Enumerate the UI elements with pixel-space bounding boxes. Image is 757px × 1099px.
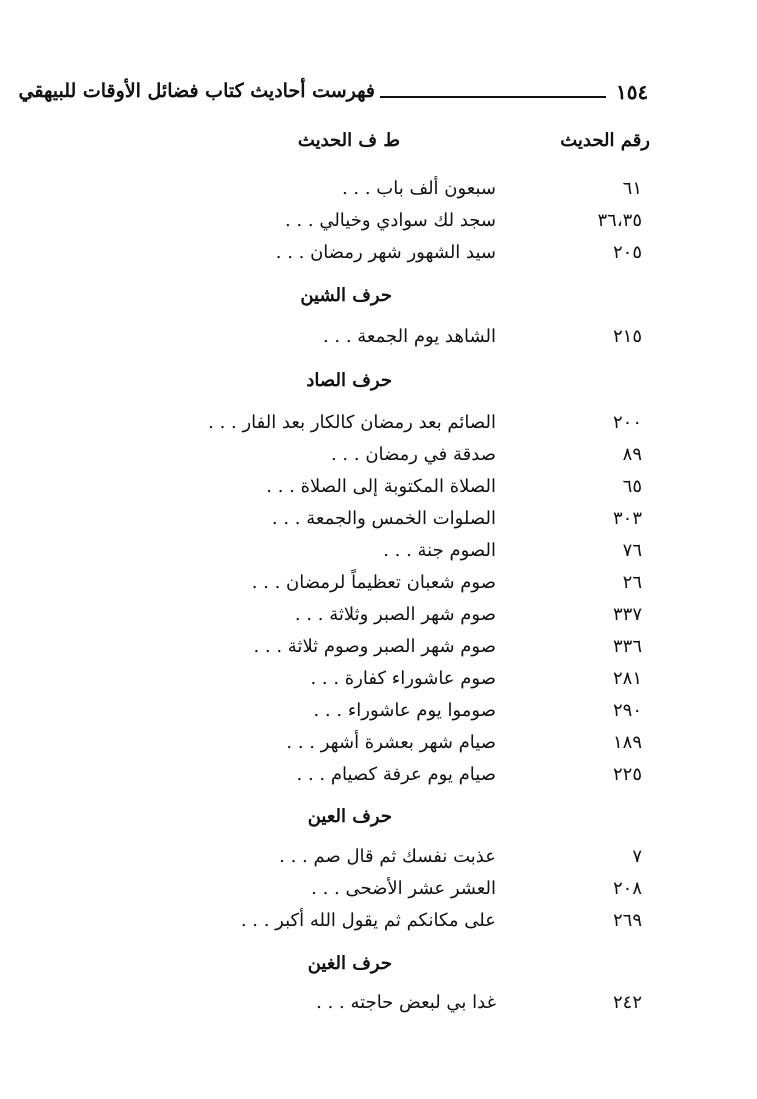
hadith-number: ٢٦ [622, 572, 642, 593]
hadith-incipit: صيام شهر بعشرة أشهر . . . [286, 732, 496, 753]
running-title: فهرست أحاديث كتاب فضائل الأوقات للبيهقي [18, 80, 375, 102]
hadith-number: ٣٣٦ [612, 636, 642, 657]
hadith-incipit: على مكانكم ثم يقول الله أكبر . . . [240, 910, 496, 931]
hadith-number: ٢٢٥ [612, 764, 642, 785]
hadith-number: ٦٥ [622, 476, 642, 497]
section-heading-shin: حرف الشين [300, 285, 392, 306]
hadith-number: ٢٠٨ [612, 878, 642, 899]
hadith-incipit: الصائم بعد رمضان كالكار بعد الفار . . . [208, 412, 496, 433]
hadith-number: ٢٠٥ [612, 242, 642, 263]
hadith-number: ٢٩٠ [612, 700, 642, 721]
hadith-number: ٣٦،٣٥ [597, 210, 642, 231]
hadith-incipit: صيام يوم عرفة كصيام . . . [296, 764, 496, 785]
hadith-incipit: سيد الشهور شهر رمضان . . . [275, 242, 496, 263]
hadith-incipit: صوم شهر الصبر وثلاثة . . . [294, 604, 496, 625]
header-rule [380, 96, 606, 98]
hadith-incipit: غدا بي لبعض حاجته . . . [316, 992, 496, 1013]
section-heading-ain: حرف العين [307, 806, 392, 827]
hadith-incipit: سبعون ألف باب . . . [341, 178, 496, 199]
hadith-incipit: صوم شعبان تعظيماً لرمضان . . . [251, 572, 496, 593]
hadith-incipit: عذبت نفسك ثم قال صم . . . [279, 846, 496, 867]
column-header-text: ط ف الحديث [297, 130, 400, 151]
hadith-incipit: سجد لك سوادي وخيالي . . . [284, 210, 496, 231]
hadith-incipit: صوم عاشوراء كفارة . . . [310, 668, 496, 689]
hadith-number: ٧ [632, 846, 642, 867]
hadith-incipit: الصوم جنة . . . [383, 540, 496, 561]
hadith-incipit: صوم شهر الصبر وصوم ثلاثة . . . [253, 636, 496, 657]
column-header-number: رقم الحديث [560, 130, 650, 151]
hadith-number: ٢٨١ [612, 668, 642, 689]
section-heading-ghain: حرف الغين [307, 953, 392, 974]
hadith-incipit: الصلاة المكتوبة إلى الصلاة . . . [266, 476, 496, 497]
hadith-number: ١٨٩ [612, 732, 642, 753]
hadith-incipit: الصلوات الخمس والجمعة . . . [271, 508, 496, 529]
hadith-number: ٢٦٩ [612, 910, 642, 931]
hadith-number: ٢٠٠ [612, 412, 642, 433]
hadith-number: ٢٤٢ [612, 992, 642, 1013]
hadith-number: ٣٣٧ [612, 604, 642, 625]
hadith-number: ٦١ [622, 178, 642, 199]
hadith-number: ٧٦ [622, 540, 642, 561]
section-heading-sad: حرف الصاد [306, 370, 392, 391]
hadith-number: ٨٩ [622, 444, 642, 465]
hadith-incipit: صوموا يوم عاشوراء . . . [313, 700, 496, 721]
hadith-incipit: العشر عشر الأضحى . . . [311, 878, 496, 899]
hadith-incipit: الشاهد يوم الجمعة . . . [322, 326, 496, 347]
hadith-number: ٣٠٣ [612, 508, 642, 529]
hadith-incipit: صدقة في رمضان . . . [330, 444, 496, 465]
page-number: ١٥٤ [616, 80, 649, 104]
hadith-number: ٢١٥ [612, 326, 642, 347]
